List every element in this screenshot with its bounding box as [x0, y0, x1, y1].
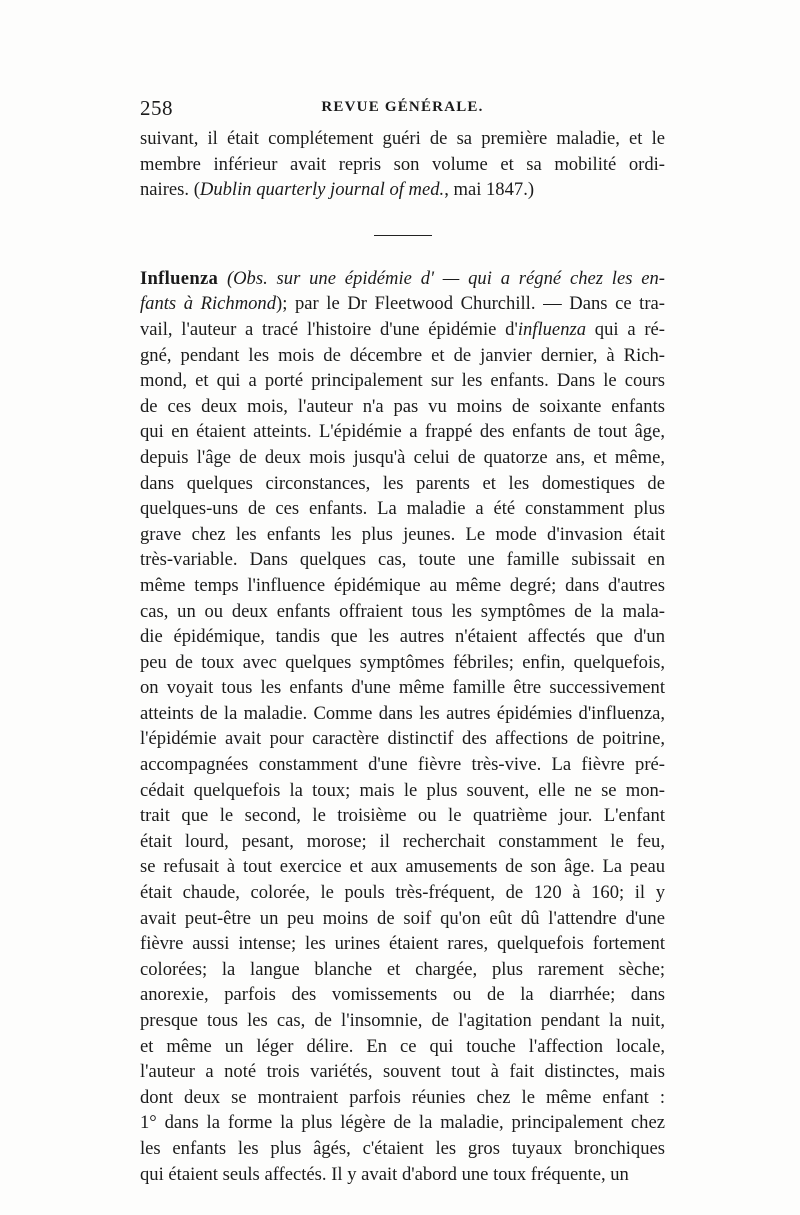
text-line: avait peut-être un peu moins de soif qu'on eût dû l'attendre d'une — [140, 907, 665, 929]
article-lead-word: Influenza — [140, 267, 219, 289]
text-line: presque tous les cas, de l'insomnie, de l'agitation pendant la nuit, — [140, 1010, 665, 1031]
text-line: quelques-uns de ces enfants. La maladie a été constamment plus — [140, 498, 665, 520]
text-line: colorées; la langue blanche et chargée, plus rarement sèche; — [140, 958, 665, 980]
text-line: peu de toux avec quelques symptômes fébriles; enfin, quelquefois, — [140, 651, 665, 673]
text-line: l'auteur a noté trois variétés, souvent tout à fait distinctes, mais — [140, 1061, 665, 1083]
text-line: dans quelques circonstances, les parents et les domestiques de — [140, 472, 665, 494]
text-line: mond, et qui a porté principalement sur les enfants. Dans le cours — [140, 370, 665, 392]
text-line — [140, 291, 665, 317]
text-fragment: vail, l'auteur a tracé l'histoire d'une épidémie d' — [140, 318, 518, 340]
text-line: membre inférieur avait repris son volume et sa mobilité ordi- — [140, 153, 665, 175]
text-line: de ces deux mois, l'auteur n'a pas vu moins de soixante enfants — [140, 395, 665, 417]
text-line: grave chez les enfants les plus jeunes. Le mode d'invasion était — [140, 523, 665, 545]
text-line: trait que le second, le troisième ou le quatrième jour. L'enfant — [140, 805, 665, 827]
text-line: 1° dans la forme la plus légère de la maladie, principalement chez — [140, 1112, 665, 1134]
page-number: 258 — [140, 96, 173, 120]
text-line: et même un léger délire. En ce qui touche l'affection locale, — [140, 1035, 665, 1057]
text-line: accompagnées constamment d'une fièvre très-vive. La fièvre pré- — [140, 754, 665, 776]
text-line: die épidémique, tandis que les autres n'étaient affectés que d'un — [140, 626, 665, 648]
text-line: les enfants les plus âgés, c'étaient les gros tuyaux bronchiques — [140, 1137, 665, 1159]
text-line: était chaude, colorée, le pouls très-fréquent, de 120 à 160; il y — [140, 882, 665, 904]
text-line: dont deux se montraient parfois réunies chez le même enfant : — [140, 1086, 665, 1108]
text-block — [140, 126, 665, 1187]
text-fragment: qui a ré- — [586, 318, 665, 340]
citation-prefix: naires. ( — [140, 179, 200, 201]
text-line: depuis l'âge de deux mois jusqu'à celui de quatorze ans, et même, — [140, 446, 665, 468]
text-line: était lourd, pesant, morose; il recherchait constamment le feu, — [140, 830, 665, 852]
article-subtitle-end: fants à Richmond — [140, 293, 277, 315]
text-line: atteints de la maladie. Comme dans les autres épidémies d'influenza, — [140, 702, 665, 724]
text-line: qui en étaient atteints. L'épidémie a frappé des enfants de tout âge, — [140, 421, 665, 443]
text-line: gné, pendant les mois de décembre et de janvier dernier, à Rich- — [140, 344, 665, 366]
previous-paragraph — [140, 126, 665, 203]
article-heading-line — [140, 266, 665, 292]
journal-citation: Dublin quarterly journal of med. — [199, 179, 445, 201]
section-divider — [374, 235, 432, 236]
text-line: suivant, il était complétement guéri de sa première maladie, et le — [140, 128, 665, 149]
text-line: cédait quelquefois la toux; mais le plus souvent, elle ne se mon- — [140, 779, 665, 801]
text-line — [140, 317, 665, 343]
text-line: cas, un ou deux enfants offraient tous les symptômes de la mala- — [140, 600, 665, 622]
text-line: fièvre aussi intense; les urines étaient rares, quelquefois fortement — [140, 933, 665, 955]
article-subtitle: (Obs. sur une épidémie d' — qui a régné chez les en- — [226, 267, 665, 289]
running-title: REVUE GÉNÉRALE. — [321, 99, 484, 115]
text-line: on voyait tous les enfants d'une même famille être successivement — [140, 677, 665, 699]
text-line: l'épidémie avait pour caractère distinctif des affections de poitrine, — [140, 728, 665, 750]
text-line-citation — [140, 177, 665, 203]
influenza-term: influenza — [517, 318, 587, 340]
text-line: anorexie, parfois des vomissements ou de la diarrhée; dans — [140, 984, 665, 1006]
text-line: très-variable. Dans quelques cas, toute une famille subissait en — [140, 549, 665, 571]
text-line: qui étaient seuls affectés. Il y avait d'abord une toux fréquente, un — [140, 1163, 629, 1185]
author-line: ); par le Dr Fleetwood Churchill. — Dans ce tra- — [276, 293, 665, 315]
text-line: même temps l'influence épidémique au même degré; dans d'autres — [140, 574, 665, 596]
page-header — [140, 96, 665, 122]
influenza-article — [140, 266, 665, 1187]
text-line: se refusait à tout exercice et aux amusements de son âge. La peau — [140, 856, 665, 878]
article-body — [140, 343, 665, 1188]
citation-suffix: , mai 1847.) — [444, 179, 535, 201]
